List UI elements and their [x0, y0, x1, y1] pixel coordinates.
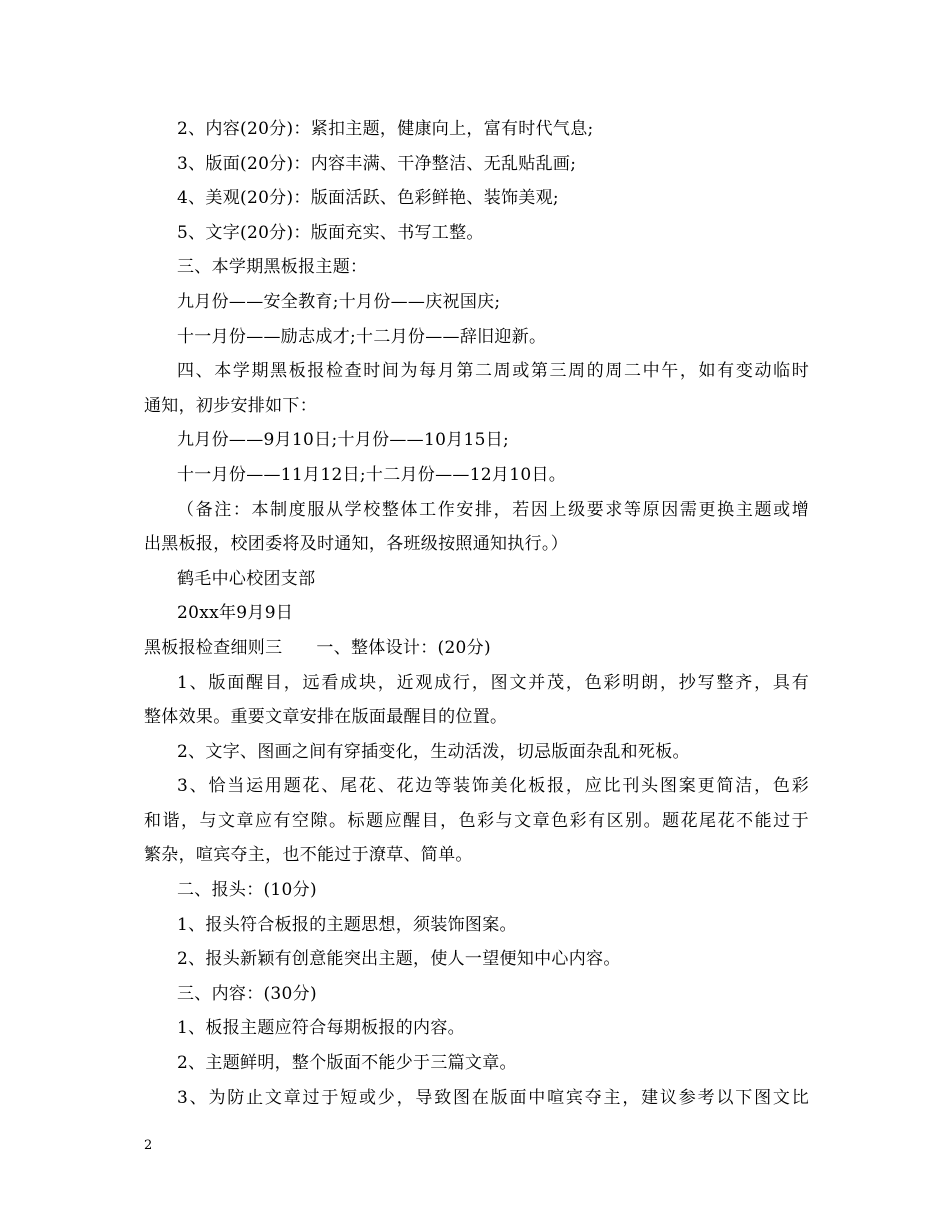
text-line: 九月份——安全教育;十月份——庆祝国庆; — [177, 291, 501, 312]
signature-date: 20xx年9月9日 — [177, 603, 294, 624]
page-number: 2 — [144, 1138, 153, 1153]
text-line: 2、文字、图画之间有穿插变化，生动活泼，切忌版面杂乱和死板。 — [177, 741, 690, 762]
text-line: 九月份——9月10日;十月份——10月15日; — [177, 430, 510, 451]
text-line: 3、版面(20分)：内容丰满、干净整洁、无乱贴乱画; — [177, 153, 577, 174]
text-line: 1、板报主题应符合每期板报的内容。 — [177, 1018, 465, 1039]
text-line: 2、主题鲜明，整个版面不能少于三篇文章。 — [177, 1053, 517, 1074]
text-line: 1、报头符合板报的主题思想，须装饰图案。 — [177, 914, 517, 935]
text-line: 4、美观(20分)：版面活跃、色彩鲜艳、装饰美观; — [177, 188, 559, 209]
document-title: 黑板报检查细则三 — [144, 637, 283, 658]
text-line: 繁杂，喧宾夺主，也不能过于潦草、简单。 — [144, 845, 473, 866]
document-body — [144, 112, 809, 1115]
text-line: 整体效果。重要文章安排在版面最醒目的位置。 — [144, 707, 508, 728]
title-line — [144, 631, 809, 666]
text-line: 3、恰当运用题花、尾花、花边等装饰美化板报，应比刊头图案更简洁，色彩 — [177, 776, 809, 797]
text-line: （备注：本制度服从学校整体工作安排，若因上级要求等原因需更换主题或增 — [177, 499, 809, 520]
section-heading: 三、内容：(30分) — [177, 983, 317, 1004]
text-line: 四、本学期黑板报检查时间为每月第二周或第三周的周二中午，如有变动临时 — [177, 361, 809, 382]
text-line: 2、内容(20分)：紧扣主题，健康向上，富有时代气息; — [177, 119, 594, 139]
section-heading: 二、报头：(10分) — [177, 880, 317, 901]
signature-org: 鹤毛中心校团支部 — [177, 568, 316, 589]
text-line: 通知，初步安排如下： — [144, 395, 317, 416]
text-line: 十一月份——励志成才;十二月份——辞旧迎新。 — [177, 326, 547, 347]
text-line: 十一月份——11月12日;十二月份——12月10日。 — [177, 464, 567, 485]
text-line: 2、报头新颖有创意能突出主题，使人一望便知中心内容。 — [177, 949, 621, 970]
section-heading: 一、整体设计：(20分) — [316, 637, 491, 658]
text-line: 5、文字(20分)：版面充实、书写工整。 — [177, 222, 484, 243]
text-line: 3、为防止文章过于短或少，导致图在版面中喧宾夺主，建议参考以下图文比 — [177, 1087, 809, 1108]
text-line: 出黑板报，校团委将及时通知，各班级按照通知执行。） — [144, 534, 568, 555]
text-line: 和谐，与文章应有空隙。标题应醒目，色彩与文章色彩有区别。题花尾花不能过于 — [144, 810, 809, 831]
text-line: 1、版面醒目，远看成块，近观成行，图文并茂，色彩明朗，抄写整齐，具有 — [177, 672, 809, 693]
section-heading: 三、本学期黑板报主题： — [177, 257, 368, 278]
